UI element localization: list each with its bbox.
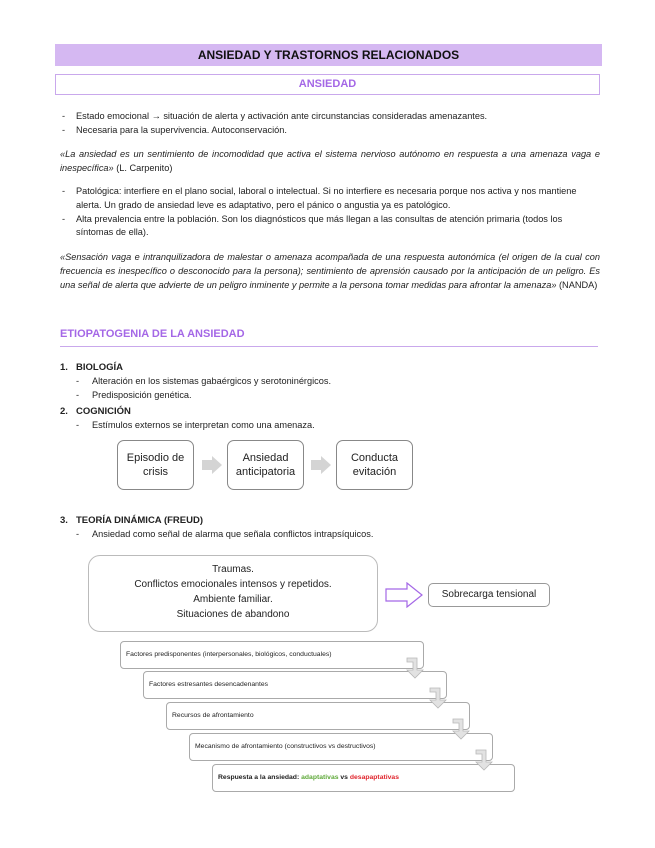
heading-label: BIOLOGÍA xyxy=(76,362,123,373)
causes-box xyxy=(88,555,378,632)
heading-cognicion xyxy=(60,405,131,419)
flow-box-anticipatoria: Ansiedad anticipatoria xyxy=(227,440,304,490)
bent-arrow-icon xyxy=(451,717,475,741)
cause-item: Traumas. xyxy=(212,564,254,575)
adaptive-label: adaptativas xyxy=(301,774,339,781)
cause-item: Conflictos emocionales intensos y repetidos. xyxy=(134,579,332,590)
bent-arrow-icon xyxy=(428,686,452,710)
final-step-label: Respuesta a la ansiedad: xyxy=(218,774,300,781)
list-item: - Necesaria para la supervivencia. Autoconservación. xyxy=(60,124,600,138)
flow-box-evitacion: Conducta evitación xyxy=(336,440,413,490)
list-item: - Alteración en los sistemas gabaérgicos y serotoninérgicos. xyxy=(76,375,331,389)
quote-author: (NANDA) xyxy=(559,279,598,290)
list-item: - Estado emocional → situación de alerta y activación ante circunstancias consideradas amenazantes. xyxy=(60,110,600,124)
list-item: - Estímulos externos se interpretan como una amenaza. xyxy=(76,419,315,433)
quote-text: «La ansiedad es un sentimiento de incomodidad que activa el sistema nervioso autónomo en respuesta a una amenaza vaga e inespecífica» xyxy=(60,149,600,173)
quote-author: (L. Carpenito) xyxy=(116,162,173,173)
cognicion-list xyxy=(76,419,315,433)
biologia-list xyxy=(76,375,331,403)
list-item: - Predisposición genética. xyxy=(76,389,331,403)
intro-bullet-list xyxy=(60,110,600,138)
heading-number: 2. xyxy=(60,406,68,417)
cause-item: Situaciones de abandono xyxy=(176,609,290,620)
list-item: - Patológica: interfiere en el plano social, laboral o intelectual. Si no interfiere es necesaria porque nos activa y nos mantiene alerta. Un grado de ansiedad leve es adaptativo, pero el pánico o angustia ya es patológico. xyxy=(60,185,600,213)
heading-number: 1. xyxy=(60,362,68,373)
arrow-right-icon xyxy=(385,582,423,608)
chevron-right-icon xyxy=(311,456,331,474)
pathology-bullet-list xyxy=(60,185,600,240)
step-box-final xyxy=(212,764,515,792)
flow-box-crisis: Episodio de crisis xyxy=(117,440,194,490)
chevron-right-icon xyxy=(202,456,222,474)
bent-arrow-icon xyxy=(405,656,429,680)
cause-item: Ambiente familiar. xyxy=(193,594,273,605)
dinamica-list xyxy=(76,528,373,542)
bent-arrow-icon xyxy=(474,748,498,772)
heading-label: COGNICIÓN xyxy=(76,406,131,417)
step-box: Recursos de afrontamiento xyxy=(166,702,470,730)
step-box: Factores estresantes desencadenantes xyxy=(143,671,447,699)
page-title: ANSIEDAD Y TRASTORNOS RELACIONADOS xyxy=(55,44,602,66)
carpenito-quote xyxy=(60,148,600,176)
heading-dinamica xyxy=(60,514,203,528)
heading-number: 3. xyxy=(60,515,68,526)
tension-box: Sobrecarga tensional xyxy=(428,583,550,607)
nanda-quote xyxy=(60,251,600,292)
list-item: - Alta prevalencia entre la población. Son los diagnósticos que más llegan a las consultas de atención primaria (todos los síntomas de ella). xyxy=(60,213,600,241)
section-heading-etiopatogenia: ETIOPATOGENIA DE LA ANSIEDAD xyxy=(60,326,598,347)
step-box: Factores predisponentes (interpersonales, biológicos, conductuales) xyxy=(120,641,424,669)
heading-biologia xyxy=(60,361,123,375)
vs-label: vs xyxy=(340,774,348,781)
list-item: - Ansiedad como señal de alarma que señala conflictos intrapsíquicos. xyxy=(76,528,373,542)
section-title-ansiedad: ANSIEDAD xyxy=(55,74,600,95)
maladaptive-label: desapaptativas xyxy=(349,774,399,781)
step-box: Mecanismo de afrontamiento (constructivos vs destructivos) xyxy=(189,733,493,761)
quote-text: «Sensación vaga e intranquilizadora de malestar o amenaza acompañada de una respuesta autonómica (el origen de la cual con frecuencia es inespecífico o desconocido para la persona); sentimiento de aprensión causado por la anticipación de un peligro. Es una señal de alerta que advierte de un peligro inminente y permite a la persona tomar medidas para afrontar la amenaza» xyxy=(60,252,600,290)
heading-label: TEORÍA DINÁMICA (FREUD) xyxy=(76,515,204,526)
